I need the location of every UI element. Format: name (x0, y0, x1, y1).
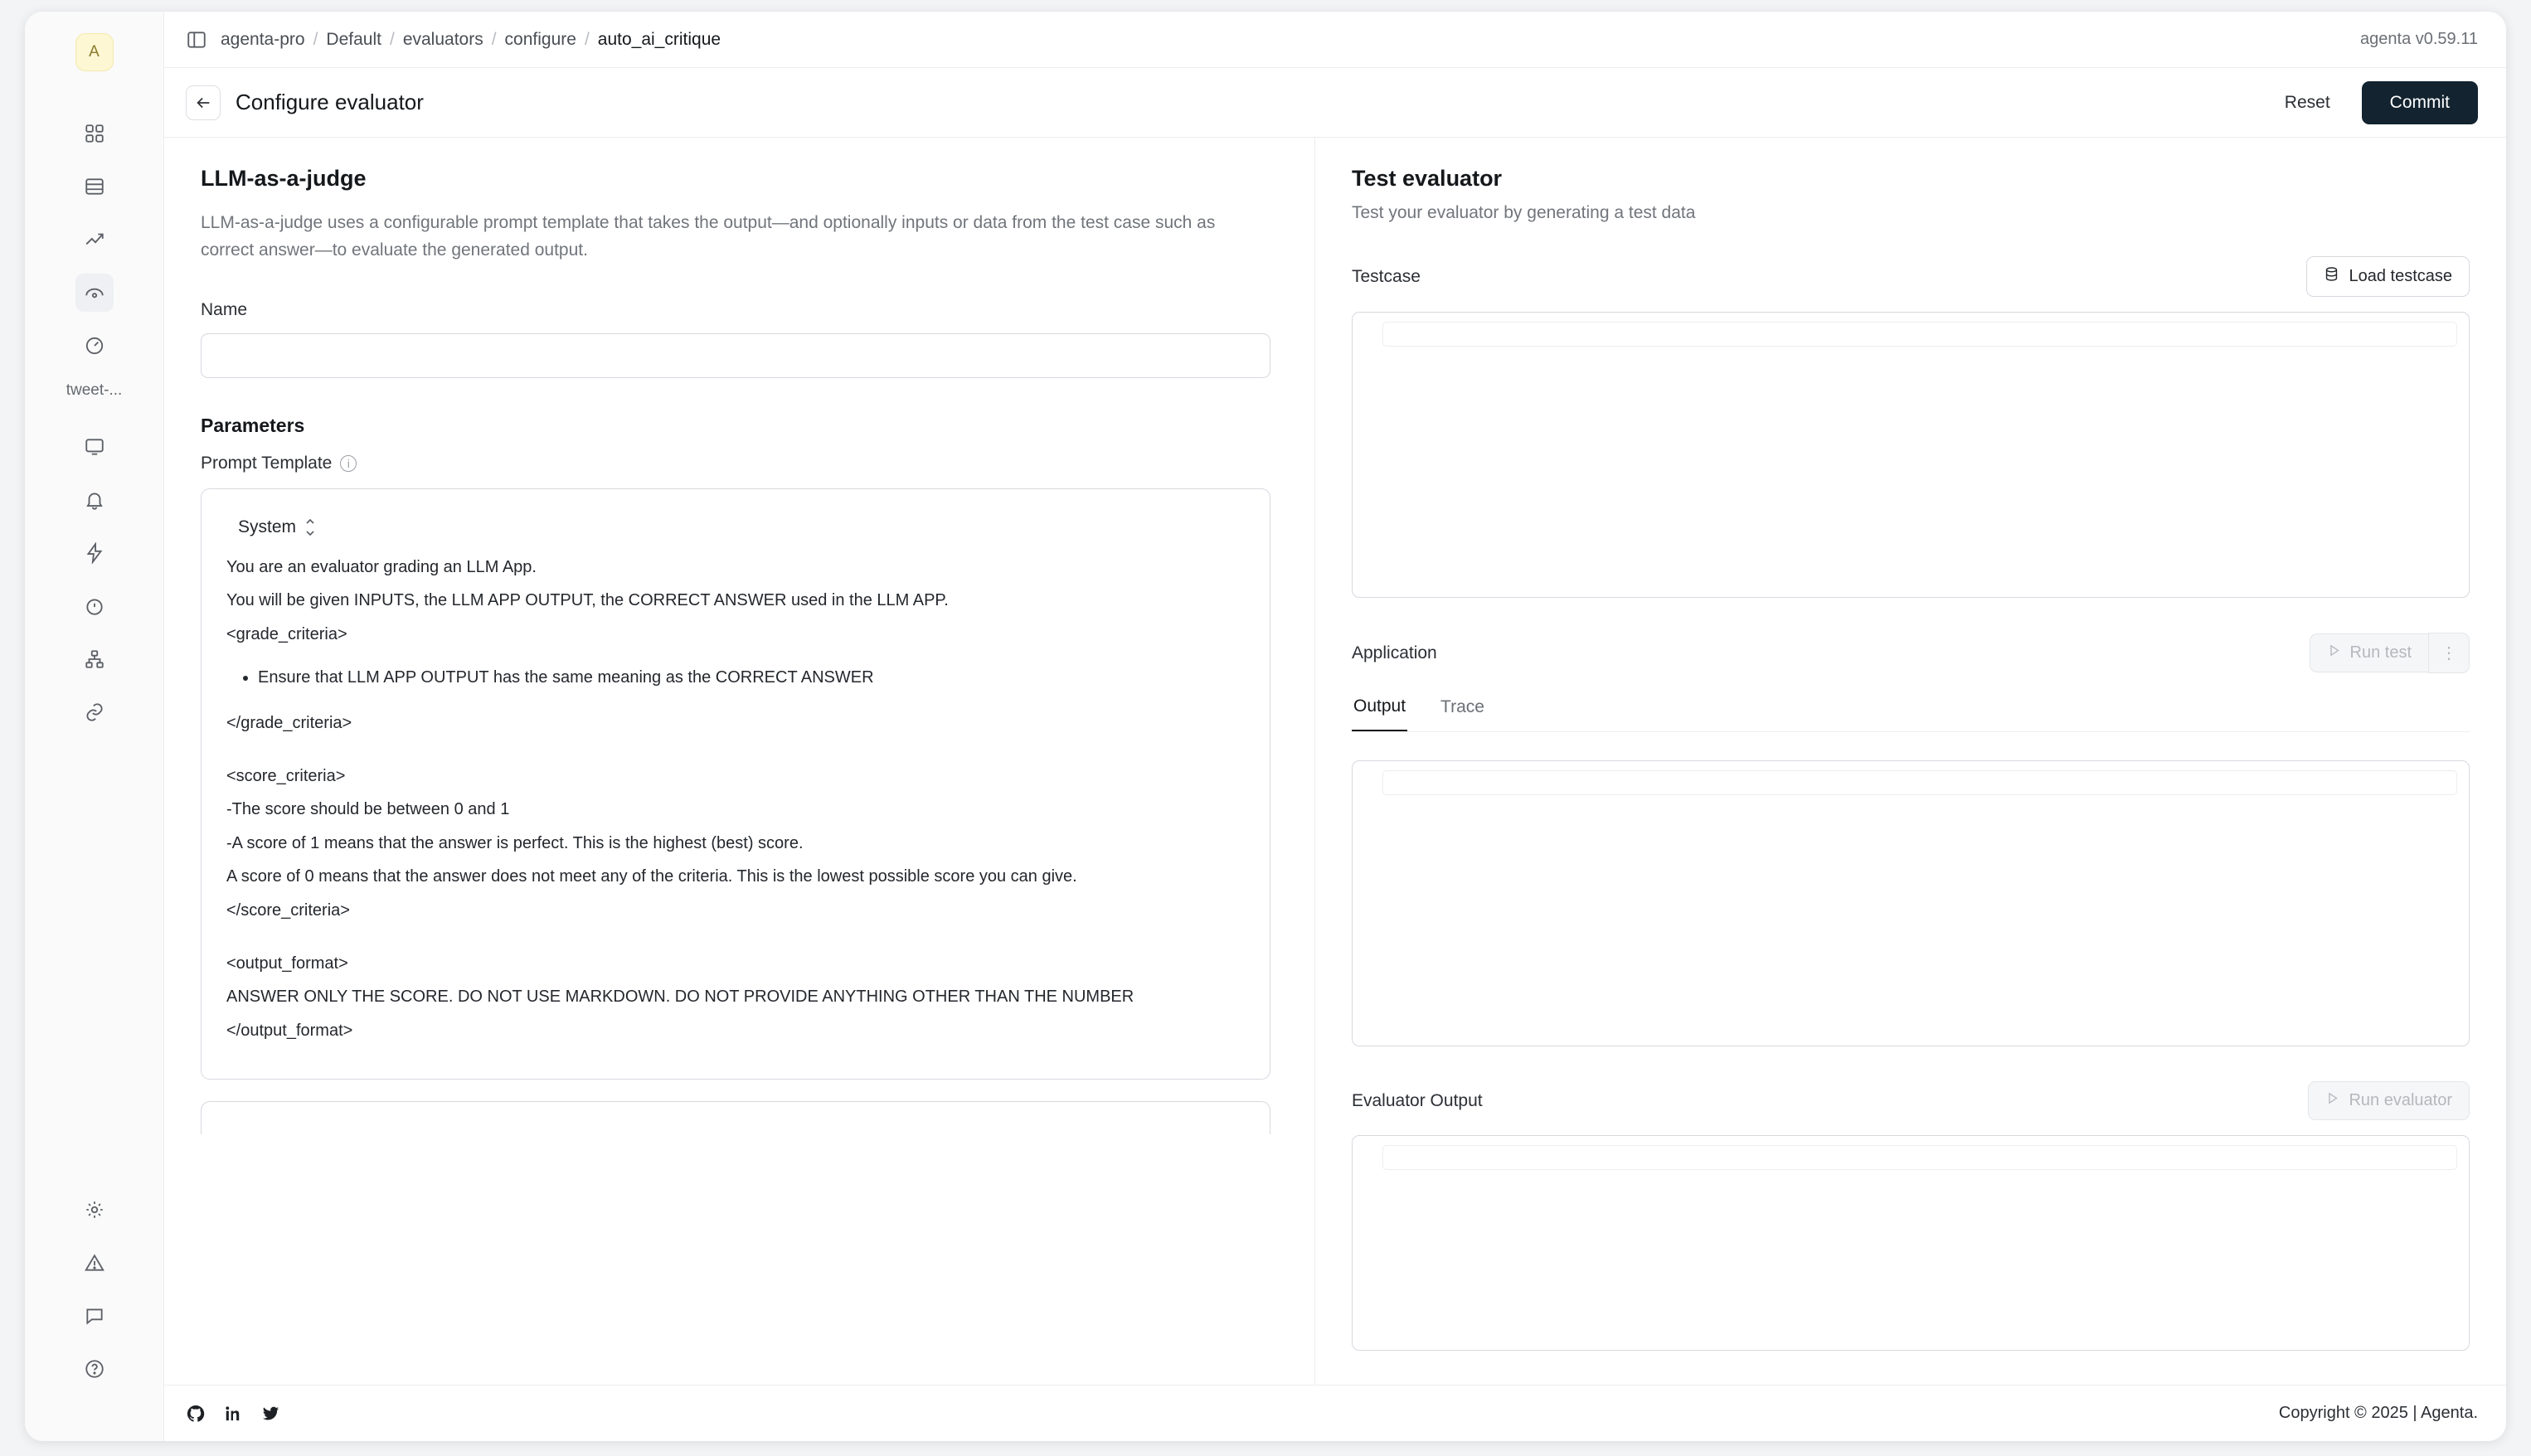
application-output-editor[interactable] (1352, 760, 2470, 1046)
sidebar-item-apps[interactable] (75, 114, 114, 153)
tab-output[interactable]: Output (1352, 688, 1407, 731)
panel-toggle-icon[interactable] (186, 29, 207, 51)
sidebar-item-observability[interactable] (75, 221, 114, 259)
run-test-label: Run test (2349, 643, 2412, 662)
bell-icon (84, 489, 105, 511)
name-label: Name (201, 300, 248, 320)
breadcrumb-item-2[interactable]: evaluators (402, 29, 483, 49)
run-evaluator-label: Run evaluator (2349, 1091, 2452, 1109)
prompt-template-label (201, 454, 1278, 473)
testcase-label: Testcase (1352, 266, 1421, 286)
prompt-line: ANSWER ONLY THE SCORE. DO NOT USE MARKDOWN. DO NOT PROVIDE ANYTHING OTHER THAN THE NUMBER (226, 988, 1134, 1007)
prompt-bullet-list (226, 664, 1245, 691)
sidebar-item-issues[interactable] (75, 1244, 114, 1282)
evaluator-description: LLM-as-a-judge uses a configurable prompt template that takes the output—and optionally inputs or data from the test case such as correct answer—to evaluate the generated output. (201, 213, 1216, 260)
prompt-line: </grade_criteria> (226, 713, 352, 732)
next-prompt-block[interactable] (201, 1101, 1270, 1134)
commit-button[interactable]: Commit (2362, 81, 2478, 124)
prompt-bullet: • Ensure that LLM APP OUTPUT has the same meaning as the CORRECT ANSWER (258, 664, 1245, 691)
breadcrumb-separator: / (389, 29, 395, 49)
avatar[interactable]: A (75, 33, 114, 71)
prompt-line: You will be given INPUTS, the LLM APP OUTPUT, the CORRECT ANSWER used in the LLM APP. (226, 591, 949, 610)
sidebar-item-notifications[interactable] (75, 481, 114, 519)
sidebar-item-help[interactable] (75, 1350, 114, 1388)
warning-triangle-icon (84, 1252, 105, 1274)
content (164, 138, 2506, 1385)
evaluator-config-panel (164, 138, 1315, 1385)
sidebar (25, 12, 164, 1441)
application-tabs (1352, 688, 2470, 732)
testcase-editor-line (1382, 322, 2457, 347)
copyright-text: Copyright © 2025 | Agenta. (2278, 1404, 2478, 1422)
link-icon (84, 701, 105, 723)
prompt-role-select[interactable] (226, 512, 323, 542)
load-testcase-label: Load testcase (2349, 267, 2452, 285)
evaluator-title: LLM-as-a-judge (201, 166, 367, 191)
hierarchy-icon (84, 648, 105, 670)
evaluator-output-editor[interactable] (1352, 1135, 2470, 1351)
prompt-line: <output_format> (226, 954, 348, 973)
help-circle-icon (84, 1358, 105, 1380)
run-test-kebab-button[interactable]: ⋮ (2428, 633, 2470, 673)
app-window (25, 12, 2506, 1441)
run-test-button[interactable] (2310, 633, 2428, 672)
evaluator-output-line (1382, 1145, 2457, 1170)
sidebar-bottom-group (25, 1191, 163, 1403)
breadcrumb-item-3[interactable]: configure (504, 29, 576, 49)
prompt-line: You are an evaluator grading an LLM App. (226, 558, 537, 577)
main-area (164, 12, 2506, 1441)
breadcrumb-separator: / (584, 29, 590, 49)
prompt-line: </output_format> (226, 1021, 353, 1040)
breadcrumb-item-1[interactable]: Default (326, 29, 381, 49)
run-evaluator-button[interactable] (2308, 1081, 2470, 1120)
sidebar-item-testsets[interactable] (75, 167, 114, 206)
test-evaluator-subtitle: Test your evaluator by generating a test data (1352, 203, 1696, 222)
footer (164, 1385, 2506, 1441)
evaluator-icon (84, 282, 105, 303)
evaluator-output-label: Evaluator Output (1352, 1090, 1483, 1110)
breadcrumb-separator: / (491, 29, 497, 49)
breadcrumb (221, 30, 721, 50)
header-actions (2275, 81, 2478, 124)
apps-icon (84, 123, 105, 144)
load-testcase-button[interactable] (2306, 256, 2470, 297)
parameters-heading: Parameters (201, 415, 305, 437)
play-icon (2327, 643, 2341, 662)
settings-gear-icon (84, 1199, 105, 1221)
sidebar-item-quick-actions[interactable] (75, 534, 114, 572)
linkedin-icon[interactable] (224, 1404, 243, 1423)
chat-icon (84, 1305, 105, 1327)
prompt-line: <score_criteria> (226, 767, 346, 786)
workspace-label: tweet-... (66, 381, 123, 399)
chart-line-icon (84, 229, 105, 250)
tab-trace[interactable]: Trace (1440, 697, 1484, 716)
page-title: Configure evaluator (236, 90, 424, 114)
twitter-icon[interactable] (261, 1404, 280, 1423)
run-test-split-button[interactable] (2310, 633, 2470, 673)
application-label: Application (1352, 643, 1437, 662)
test-evaluator-panel (1315, 138, 2506, 1385)
info-icon[interactable]: i (340, 455, 357, 472)
application-header (1352, 633, 2470, 673)
prompt-role-value: System (238, 517, 297, 537)
prompt-template-editor[interactable] (201, 488, 1270, 1080)
app-version: agenta v0.59.11 (2360, 30, 2478, 48)
page-header (164, 68, 2506, 138)
sidebar-item-support-chat[interactable] (75, 1297, 114, 1335)
prompt-line: -The score should be between 0 and 1 (226, 800, 510, 819)
name-input[interactable] (201, 333, 1270, 378)
sidebar-item-variants[interactable] (75, 640, 114, 678)
github-icon[interactable] (186, 1404, 206, 1424)
chevron-updown-icon (304, 519, 316, 536)
prompt-line: <grade_criteria> (226, 624, 347, 643)
sidebar-item-evaluators[interactable] (75, 274, 114, 312)
evaluator-output-header (1352, 1081, 2470, 1120)
bolt-icon (84, 542, 105, 564)
prompt-template-text (226, 554, 1245, 1044)
testcase-editor[interactable] (1352, 312, 2470, 598)
play-icon (2325, 1091, 2339, 1110)
topbar (164, 12, 2506, 68)
prompt-line: -A score of 1 means that the answer is perfect. This is the highest (best) score. (226, 833, 804, 852)
sidebar-item-deployment[interactable] (75, 428, 114, 466)
test-evaluator-title: Test evaluator (1352, 166, 1503, 191)
back-button[interactable] (186, 85, 221, 120)
sidebar-item-settings[interactable] (75, 1191, 114, 1229)
prompt-template-label-text: Prompt Template (201, 454, 333, 473)
breadcrumb-separator: / (313, 29, 318, 49)
database-icon (2324, 266, 2339, 287)
timer-icon (84, 595, 105, 617)
sidebar-item-runs[interactable] (75, 587, 114, 625)
breadcrumb-item-0[interactable]: agenta-pro (221, 29, 305, 49)
monitor-icon (84, 436, 105, 458)
sidebar-item-evaluations[interactable] (75, 327, 114, 365)
gauge-icon (84, 335, 105, 357)
application-output-line (1382, 770, 2457, 795)
database-icon (84, 176, 105, 197)
breadcrumb-item-4[interactable]: auto_ai_critique (597, 29, 721, 49)
sidebar-item-links[interactable] (75, 693, 114, 731)
prompt-line: A score of 0 means that the answer does not meet any of the criteria. This is the lowest possible score you can give. (226, 867, 1077, 886)
testcase-header (1352, 256, 2470, 297)
reset-button[interactable]: Reset (2275, 85, 2340, 121)
prompt-line: </score_criteria> (226, 900, 350, 920)
